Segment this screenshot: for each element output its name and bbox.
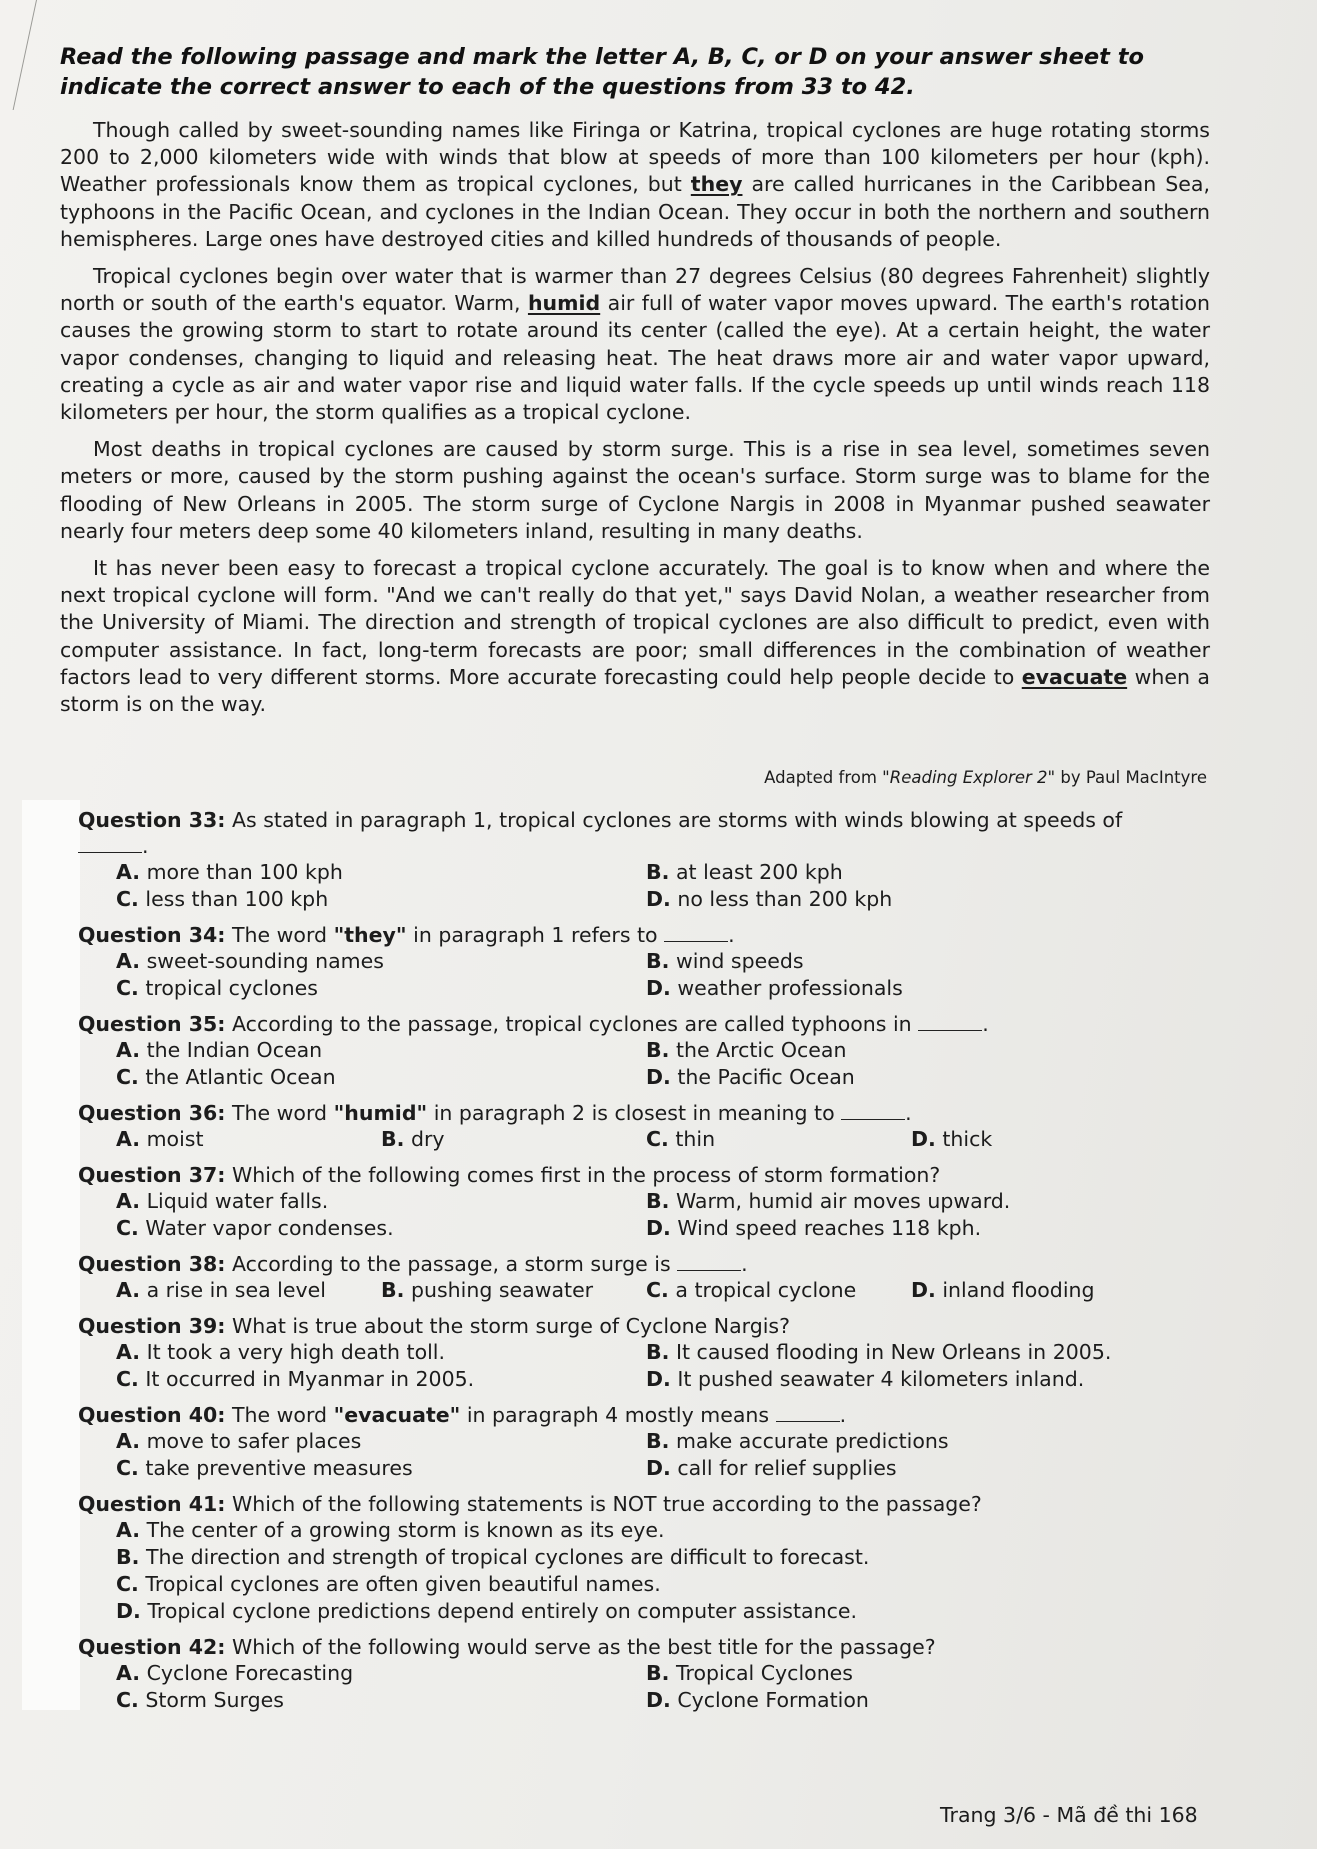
question-35: Question 35: According to the passage, tropical cyclones are called typhoons in . A. the Indian Ocean B. the Arctic Ocean C. the Atlantic Ocean D. the Pacific Ocean <box>78 1011 1128 1091</box>
paragraph-3: Most deaths in tropical cyclones are caused by storm surge. This is a rise in sea level, sometimes seven meters or more, caused by the storm pushing against the ocean's surface. Storm surge was to blame for the flooding of New Orleans in 2005. The storm surge of Cyclone Nargis in 2008 in Myanmar pushed seawater nearly four meters deep some 40 kilometers inland, resulting in many deaths. <box>60 437 1210 543</box>
option-c[interactable]: C. thin <box>646 1127 716 1151</box>
option-d[interactable]: D. call for relief supplies <box>646 1456 897 1480</box>
option-d[interactable]: D. no less than 200 kph <box>646 887 893 911</box>
quoted-word: "humid" <box>333 1101 428 1125</box>
question-label: Question 42: <box>78 1635 226 1659</box>
option-b[interactable]: B. Warm, humid air moves upward. <box>646 1189 1011 1213</box>
referenced-word-evacuate: evacuate <box>1021 664 1128 689</box>
paragraph-4: It has never been easy to forecast a tropical cyclone accurately. The goal is to know when and where the next tropical cyclone will form. "And we can't really do that yet," says David Nolan, a weather researcher from the University of Miami. The direction and strength of tropical cyclones are also difficult to predict, even with computer assistance. In fact, long-term forecasts are poor; small differences in the combination of weather factors lead to very different storms. More accurate forecasting could help people decide to evacuate when a storm is on the way. <box>60 556 1210 717</box>
question-label: Question 41: <box>78 1492 226 1516</box>
question-label: Question 35: <box>78 1012 226 1036</box>
question-label: Question 36: <box>78 1101 226 1125</box>
option-b[interactable]: B. dry <box>381 1127 445 1151</box>
answer-blank <box>918 1012 982 1031</box>
option-c[interactable]: C. Tropical cyclones are often given beautiful names. <box>116 1572 661 1596</box>
answer-blank <box>78 834 142 853</box>
option-d[interactable]: D. the Pacific Ocean <box>646 1065 855 1089</box>
question-37: Question 37: Which of the following comes first in the process of storm formation? A. Liquid water falls. B. Warm, humid air moves upward. C. Water vapor condenses. D. Wind speed reaches 118 kph. <box>78 1162 1128 1242</box>
option-d[interactable]: D. weather professionals <box>646 976 903 1000</box>
option-a[interactable]: A. It took a very high death toll. <box>116 1340 446 1364</box>
option-a[interactable]: A. a rise in sea level <box>116 1278 326 1302</box>
option-c[interactable]: C. Water vapor condenses. <box>116 1216 394 1240</box>
option-c[interactable]: C. tropical cyclones <box>116 976 318 1000</box>
page-footer: Trang 3/6 - Mã đề thi 168 <box>940 1803 1198 1827</box>
question-list <box>78 807 1128 1723</box>
option-c[interactable]: C. a tropical cyclone <box>646 1278 857 1302</box>
question-label: Question 38: <box>78 1252 226 1276</box>
quoted-word: "they" <box>333 923 407 947</box>
quoted-word: "evacuate" <box>333 1403 461 1427</box>
question-38: Question 38: According to the passage, a storm surge is . A. a rise in sea level B. pushing seawater C. a tropical cyclone D. inland flooding <box>78 1251 1128 1304</box>
option-d[interactable]: D. Cyclone Formation <box>646 1688 869 1712</box>
option-b[interactable]: B. make accurate predictions <box>646 1429 949 1453</box>
reading-passage <box>60 117 1210 728</box>
instruction-text: Read the following passage and mark the letter A, B, C, or D on your answer sheet to indicate the correct answer to each of the questions from 33 to 42. <box>60 44 1144 100</box>
option-d[interactable]: D. Tropical cyclone predictions depend entirely on computer assistance. <box>116 1599 857 1623</box>
question-label: Question 37: <box>78 1163 226 1187</box>
option-b[interactable]: B. The direction and strength of tropical cyclones are difficult to forecast. <box>116 1545 870 1569</box>
option-a[interactable]: A. more than 100 kph <box>116 860 343 884</box>
question-label: Question 33: <box>78 808 226 832</box>
answer-blank <box>841 1101 905 1120</box>
paragraph-1: Though called by sweet-sounding names like Firinga or Katrina, tropical cyclones are huge rotating storms 200 to 2,000 kilometers wide with winds that blow at speeds of more than 100 kilometers per hour (kph). Weather professionals know them as tropical cyclones, but they are called hurricanes in the Caribbean Sea, typhoons in the Pacific Ocean, and cyclones in the Indian Ocean. They occur in both the northern and southern hemispheres. Large ones have destroyed cities and killed hundreds of thousands of people. <box>60 118 1210 251</box>
option-c[interactable]: C. take preventive measures <box>116 1456 413 1480</box>
question-39: Question 39: What is true about the storm surge of Cyclone Nargis? A. It took a very high death toll. B. It caused flooding in New Orleans in 2005. C. It occurred in Myanmar in 2005. D. It pushed seawater 4 kilometers inland. <box>78 1313 1128 1393</box>
question-40: Question 40: The word "evacuate" in paragraph 4 mostly means . A. move to safer places B. make accurate predictions C. take preventive measures D. call for relief supplies <box>78 1402 1128 1482</box>
answer-blank <box>664 923 728 942</box>
option-a[interactable]: A. Cyclone Forecasting <box>116 1661 354 1685</box>
option-a[interactable]: A. Liquid water falls. <box>116 1189 329 1213</box>
question-label: Question 40: <box>78 1403 226 1427</box>
option-c[interactable]: C. the Atlantic Ocean <box>116 1065 336 1089</box>
option-a[interactable]: A. the Indian Ocean <box>116 1038 323 1062</box>
option-a[interactable]: A. move to safer places <box>116 1429 362 1453</box>
answer-blank <box>677 1252 741 1271</box>
option-b[interactable]: B. pushing seawater <box>381 1278 594 1302</box>
option-b[interactable]: B. at least 200 kph <box>646 860 843 884</box>
source-attribution: Adapted from "Reading Explorer 2" by Paul MacIntyre <box>764 768 1207 787</box>
option-a[interactable]: A. The center of a growing storm is known as its eye. <box>116 1518 665 1542</box>
question-34: Question 34: The word "they" in paragraph 1 refers to . A. sweet-sounding names B. wind speeds C. tropical cyclones D. weather professionals <box>78 922 1128 1002</box>
question-label: Question 39: <box>78 1314 226 1338</box>
option-d[interactable]: D. It pushed seawater 4 kilometers inland. <box>646 1367 1085 1391</box>
option-d[interactable]: D. inland flooding <box>911 1278 1095 1302</box>
paper-highlight-strip <box>22 800 80 1710</box>
option-b[interactable]: B. wind speeds <box>646 949 804 973</box>
option-c[interactable]: C. less than 100 kph <box>116 887 329 911</box>
page-fold-edge <box>0 0 37 110</box>
question-33: Question 33: As stated in paragraph 1, tropical cyclones are storms with winds blowing at speeds of . A. more than 100 kph B. at least 200 kph C. less than 100 kph D. no less than 200 kph <box>78 807 1128 913</box>
option-c[interactable]: C. It occurred in Myanmar in 2005. <box>116 1367 475 1391</box>
option-d[interactable]: D. thick <box>911 1127 993 1151</box>
referenced-word-humid: humid <box>527 291 601 316</box>
option-b[interactable]: B. It caused flooding in New Orleans in 2005. <box>646 1340 1112 1364</box>
question-42: Question 42: Which of the following would serve as the best title for the passage? A. Cyclone Forecasting B. Tropical Cyclones C. Storm Surges D. Cyclone Formation <box>78 1634 1128 1714</box>
option-b[interactable]: B. the Arctic Ocean <box>646 1038 847 1062</box>
question-41: Question 41: Which of the following statements is NOT true according to the passage? A. The center of a growing storm is known as its eye. B. The direction and strength of tropical cyclones are difficult to forecast. C. Tropical cyclones are often given beautiful names. D. Tropical cyclone predictions depend entirely on computer assistance. <box>78 1491 1128 1625</box>
option-a[interactable]: A. moist <box>116 1127 204 1151</box>
question-label: Question 34: <box>78 923 226 947</box>
paragraph-2: Tropical cyclones begin over water that is warmer than 27 degrees Celsius (80 degrees Fahrenheit) slightly north or south of the earth's equator. Warm, humid air full of water vapor moves upward. The earth's rotation causes the growing storm to start to rotate around its center (called the eye). At a certain height, the water vapor condenses, changing to liquid and releasing heat. The heat draws more air and water vapor upward, creating a cycle as air and water vapor rise and liquid water falls. If the cycle speeds up until winds reach 118 kilometers per hour, the storm qualifies as a tropical cyclone. <box>60 264 1210 425</box>
option-a[interactable]: A. sweet-sounding names <box>116 949 384 973</box>
referenced-word-they: they <box>690 172 743 197</box>
answer-blank <box>776 1403 840 1422</box>
option-d[interactable]: D. Wind speed reaches 118 kph. <box>646 1216 982 1240</box>
option-c[interactable]: C. Storm Surges <box>116 1688 284 1712</box>
option-b[interactable]: B. Tropical Cyclones <box>646 1661 853 1685</box>
question-36: Question 36: The word "humid" in paragraph 2 is closest in meaning to . A. moist B. dry C. thin D. thick <box>78 1100 1128 1153</box>
